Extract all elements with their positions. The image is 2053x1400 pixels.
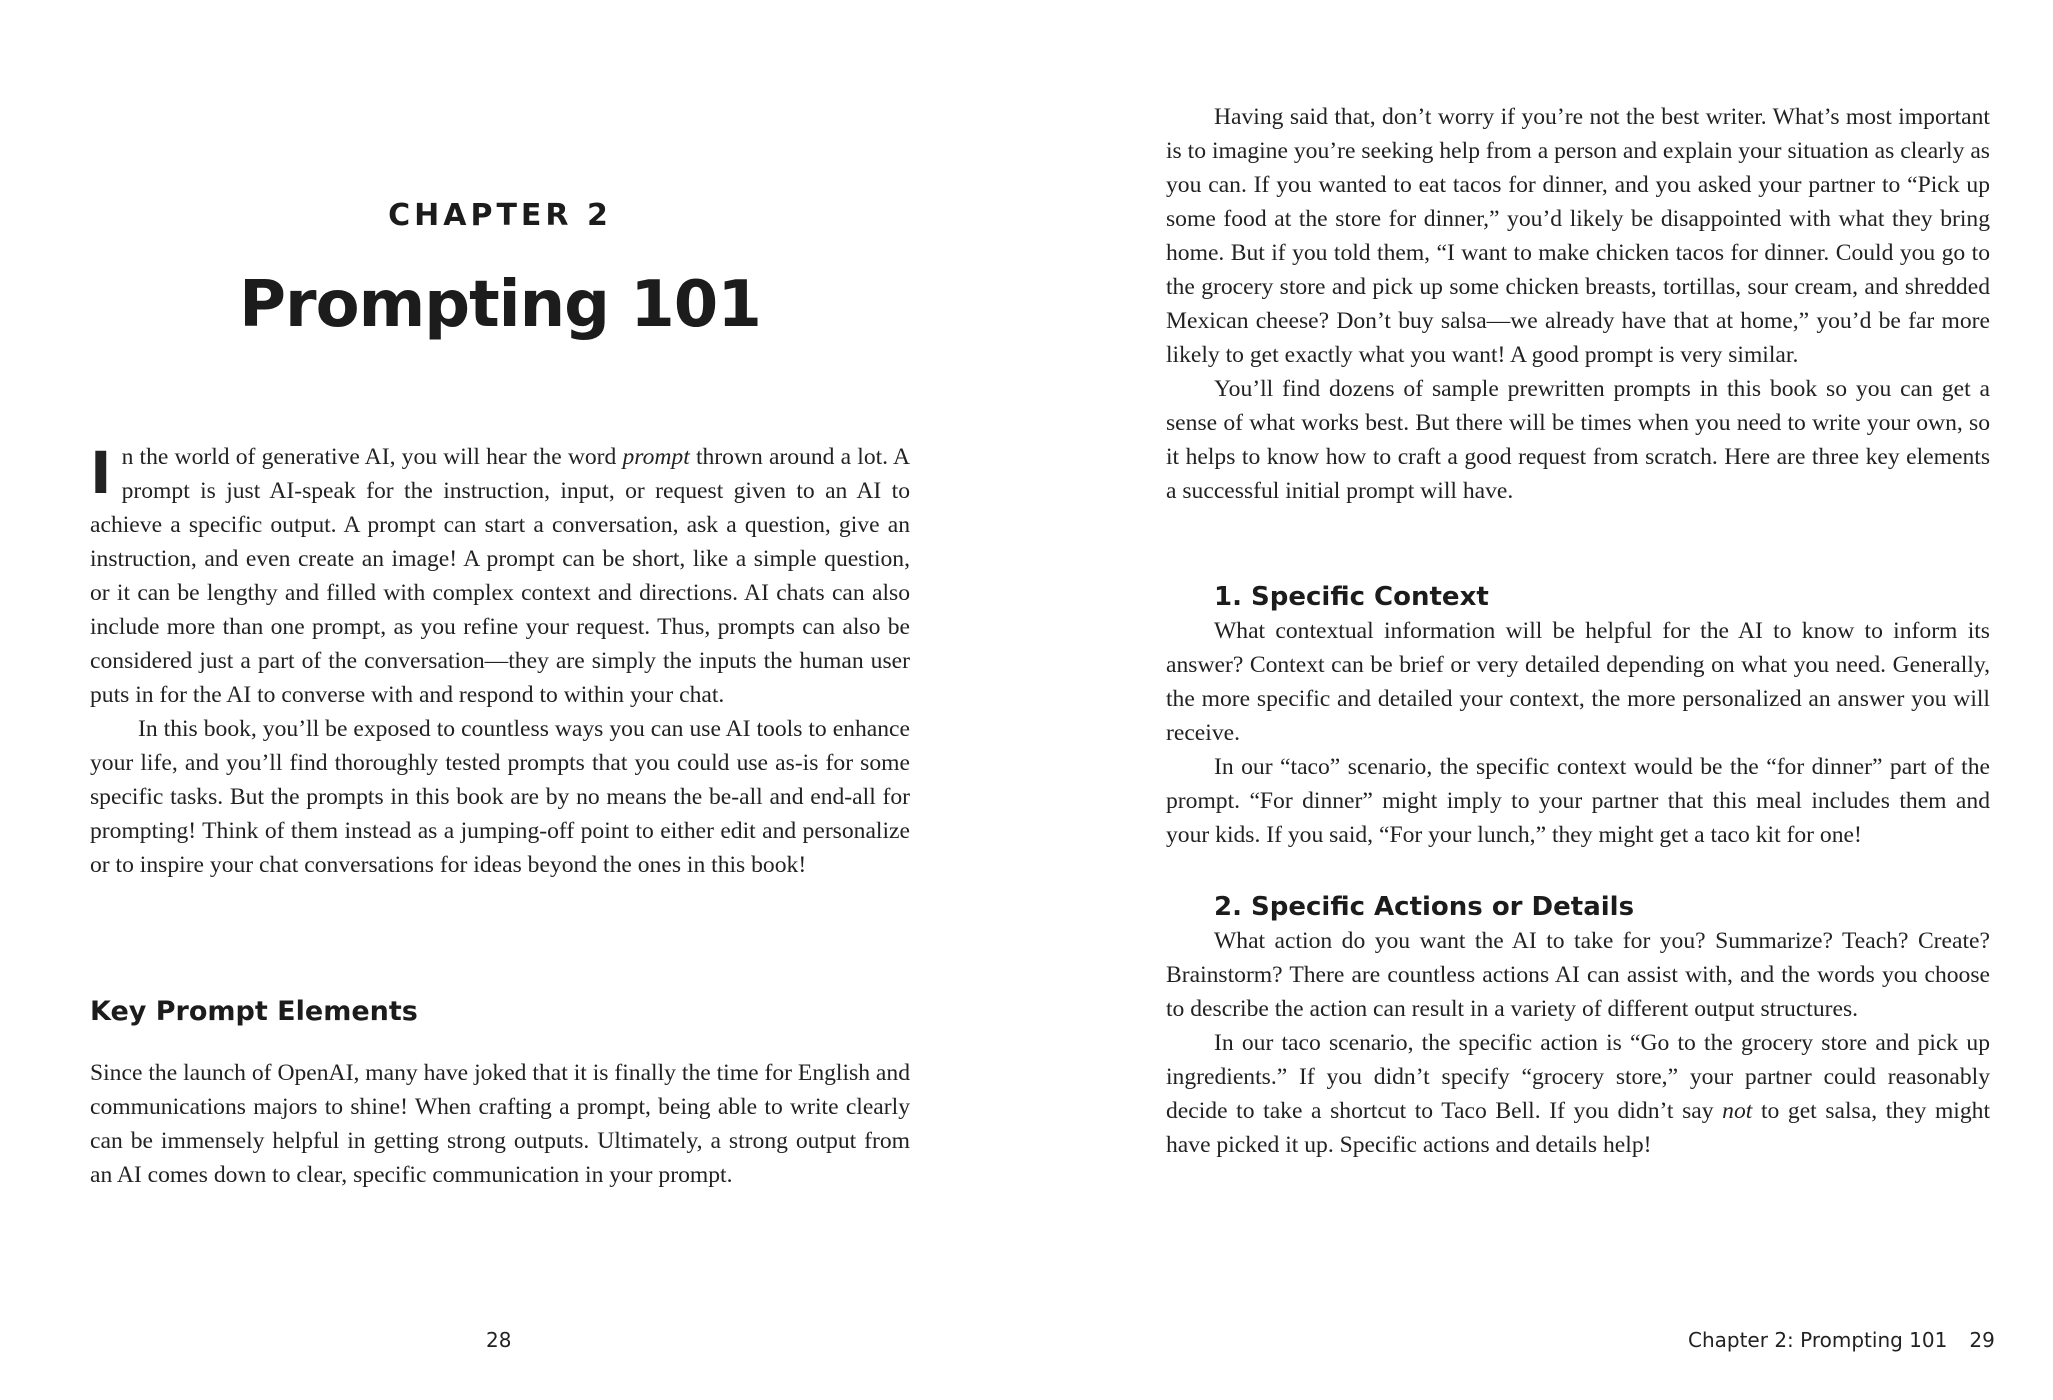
section-specific-actions [1166, 890, 1990, 1162]
intro-text [90, 440, 910, 882]
footer-right [1688, 1328, 1995, 1352]
key-paragraph-1: Since the launch of OpenAI, many have joked that it is finally the time for English and communications majors to shine! When crafting a prompt, being able to write clearly can be immensely helpful in getting strong outputs. Ultimately, a strong output from an AI comes down to clear, specific communication in your prompt. [90, 1060, 910, 1188]
actions-p2-emphasis: not [1722, 1098, 1753, 1124]
chapter-label: CHAPTER 2 [388, 198, 612, 233]
intro-p1-part-b: thrown around a lot. A prompt is just AI-speak for the instruction, input, or request given to an AI to achieve a specific output. A prompt can start a conversation, ask a question, give an instruction, and even create an image! A prompt can be short, like a simple question, or it can be lengthy and filled with complex context and directions. AI chats can also include more than one prompt, as you refine your request. Thus, prompts can also be considered just a part of the conversation—they are simply the inputs the human user puts in for the AI to converse with and respond to within your chat. [90, 444, 910, 708]
left-page [0, 0, 1000, 1400]
intro-paragraph-1 [90, 440, 910, 712]
drop-cap: I [90, 439, 112, 507]
actions-p2-part-a: In our taco scenario, the specific action is “Go to the grocery store and pick up ingredients.” If you didn’t specify “grocery store,” your partner could reasonably decide to take a shortcut to Taco Bell. If you didn’t say [1166, 1030, 1990, 1124]
page-number-left: 28 [486, 1328, 512, 1352]
intro-p1-emphasis: prompt [622, 444, 690, 470]
actions-paragraph-2 [1166, 1026, 1990, 1162]
key-elements-text [90, 1056, 910, 1192]
right-intro-text [1166, 100, 1990, 508]
right-paragraph-2: You’ll find dozens of sample prewritten prompts in this book so you can get a sense of what works best. But there will be times when you need to write your own, so it helps to know how to craft a good request from scratch. Here are three key elements a successful initial prompt will have. [1166, 376, 1990, 504]
intro-paragraph-2: In this book, you’ll be exposed to countless ways you can use AI tools to enhance your life, and you’ll find thoroughly tested prompts that you could use as-is for some specific tasks. But the prompts in this book are by no means the be-all and end-all for prompting! Think of them instead as a jumping-off point to either edit and personalize or to inspire your chat conversations for ideas beyond the ones in this book! [90, 716, 910, 878]
page-number-right: 29 [1969, 1328, 1995, 1352]
subheading-specific-actions: 2. Specific Actions or Details [1214, 892, 1635, 922]
intro-p1-part-a: n the world of generative AI, you will hear the word [121, 444, 623, 470]
running-head: Chapter 2: Prompting 101 [1688, 1328, 1948, 1352]
actions-p2-part-b: to get salsa, they might have picked it up. Specific actions and details help! [1166, 1098, 1990, 1158]
context-paragraph-1: What contextual information will be helpful for the AI to know to inform its answer? Context can be brief or very detailed depending on what you need. Generally, the more specific and detailed your context, the more personalized an answer you will receive. [1166, 618, 1990, 746]
section-specific-context [1166, 580, 1990, 852]
chapter-title: Prompting 101 [239, 268, 761, 342]
context-paragraph-2: In our “taco” scenario, the specific context would be the “for dinner” part of the prompt. “For dinner” might imply to your partner that this meal includes them and your kids. If you said, “For your lunch,” they might get a taco kit for one! [1166, 754, 1990, 848]
section-heading-key-elements: Key Prompt Elements [90, 996, 418, 1027]
subheading-specific-context: 1. Specific Context [1214, 582, 1489, 612]
actions-paragraph-1: What action do you want the AI to take for you? Summarize? Teach? Create? Brainstorm? There are countless actions AI can assist with, and the words you choose to describe the action can result in a variety of different output structures. [1166, 928, 1990, 1022]
right-paragraph-1: Having said that, don’t worry if you’re not the best writer. What’s most important is to imagine you’re seeking help from a person and explain your situation as clearly as you can. If you wanted to eat tacos for dinner, and you asked your partner to “Pick up some food at the store for dinner,” you’d likely be disappointed with what they bring home. But if you told them, “I want to make chicken tacos for dinner. Could you go to the grocery store and pick up some chicken breasts, tortillas, sour cream, and shredded Mexican cheese? Don’t buy salsa—we already have that at home,” you’d be far more likely to get exactly what you want! A good prompt is very similar. [1166, 104, 1990, 368]
